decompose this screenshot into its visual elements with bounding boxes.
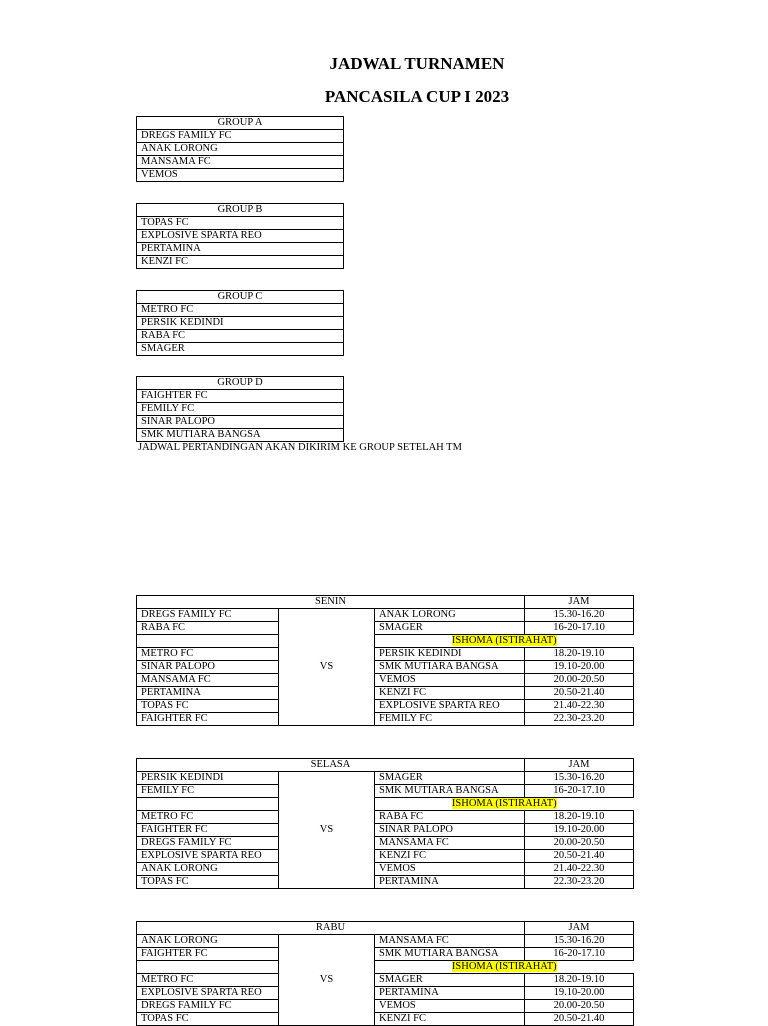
group-team: FEMILY FC <box>137 403 343 416</box>
match-row <box>137 674 634 687</box>
group-team: DREGS FAMILY FC <box>137 130 343 143</box>
group-team: SINAR PALOPO <box>137 416 343 429</box>
match-time: 16-20-17.10 <box>525 948 634 961</box>
match-time: 16-20-17.10 <box>525 785 634 798</box>
group-team: TOPAS FC <box>137 217 343 230</box>
match-row <box>137 987 634 1000</box>
match-row <box>137 876 634 889</box>
match-row <box>137 837 634 850</box>
away-team: SMK MUTIARA BANGSA <box>375 661 525 674</box>
match-time: 20.00-20.50 <box>525 1000 634 1013</box>
vs-label: VS <box>279 772 375 889</box>
match-time: 16-20-17.10 <box>525 622 634 635</box>
match-row <box>137 609 634 622</box>
away-team: ANAK LORONG <box>375 609 525 622</box>
home-team: FAIGHTER FC <box>137 824 279 837</box>
match-row <box>137 811 634 824</box>
match-row <box>137 661 634 674</box>
day-schedule-table <box>136 758 634 889</box>
match-time: 18.20-19.10 <box>525 974 634 987</box>
home-team: MANSAMA FC <box>137 674 279 687</box>
away-team: SMK MUTIARA BANGSA <box>375 948 525 961</box>
match-row <box>137 713 634 726</box>
home-team: DREGS FAMILY FC <box>137 609 279 622</box>
empty-cell <box>137 798 279 811</box>
group-name: GROUP B <box>137 204 343 217</box>
match-row <box>137 648 634 661</box>
break-cell <box>375 635 634 648</box>
match-time: 21.40-22.30 <box>525 700 634 713</box>
match-row <box>137 700 634 713</box>
match-time: 20.00-20.50 <box>525 674 634 687</box>
away-team: FEMILY FC <box>375 713 525 726</box>
page-title: JADWAL TURNAMEN <box>329 54 505 73</box>
match-row <box>137 824 634 837</box>
match-time: 20.00-20.50 <box>525 837 634 850</box>
away-team: VEMOS <box>375 674 525 687</box>
break-label: ISHOMA (ISTIRAHAT) <box>451 961 557 972</box>
home-team: SINAR PALOPO <box>137 661 279 674</box>
away-team: PERTAMINA <box>375 876 525 889</box>
home-team: METRO FC <box>137 974 279 987</box>
group-name: GROUP D <box>137 377 343 390</box>
match-time: 19.10-20.00 <box>525 661 634 674</box>
away-team: MANSAMA FC <box>375 837 525 850</box>
match-row <box>137 687 634 700</box>
home-team: TOPAS FC <box>137 700 279 713</box>
match-row <box>137 772 634 785</box>
group-team: MANSAMA FC <box>137 156 343 169</box>
match-time: 20.50-21.40 <box>525 850 634 863</box>
away-team: SMAGER <box>375 974 525 987</box>
group-table <box>136 376 344 442</box>
day-schedule-table <box>136 921 634 1026</box>
match-row <box>137 622 634 635</box>
away-team: SINAR PALOPO <box>375 824 525 837</box>
away-team: EXPLOSIVE SPARTA REO <box>375 700 525 713</box>
group-team: RABA FC <box>137 330 343 343</box>
match-time: 20.50-21.40 <box>525 1013 634 1026</box>
match-row <box>137 863 634 876</box>
break-label: ISHOMA (ISTIRAHAT) <box>451 798 557 809</box>
match-time: 22.30-23.20 <box>525 876 634 889</box>
match-time: 15.30-16.20 <box>525 935 634 948</box>
match-row <box>137 850 634 863</box>
away-team: SMAGER <box>375 772 525 785</box>
home-team: ANAK LORONG <box>137 863 279 876</box>
break-cell <box>375 798 634 811</box>
match-time: 18.20-19.10 <box>525 811 634 824</box>
day-header: SENIN <box>137 596 525 609</box>
match-time: 21.40-22.30 <box>525 863 634 876</box>
match-row <box>137 974 634 987</box>
away-team: SMAGER <box>375 622 525 635</box>
home-team: DREGS FAMILY FC <box>137 1000 279 1013</box>
break-row <box>137 798 634 811</box>
match-row <box>137 935 634 948</box>
group-name: GROUP A <box>137 117 343 130</box>
group-team: VEMOS <box>141 169 178 180</box>
group-table <box>136 116 344 182</box>
home-team: PERSIK KEDINDI <box>137 772 279 785</box>
group-table <box>136 290 344 356</box>
home-team: METRO FC <box>137 648 279 661</box>
home-team: FEMILY FC <box>137 785 279 798</box>
day-schedule-table <box>136 595 634 726</box>
away-team: VEMOS <box>375 1000 525 1013</box>
away-team: RABA FC <box>375 811 525 824</box>
away-team: KENZI FC <box>375 850 525 863</box>
group-table <box>136 203 344 269</box>
match-time: 20.50-21.40 <box>525 687 634 700</box>
schedule-note: JADWAL PERTANDINGAN AKAN DIKIRIM KE GROUP SETELAH TM <box>138 442 462 453</box>
group-team: PERTAMINA <box>137 243 343 256</box>
group-team: SMAGER <box>141 343 185 354</box>
group-name: GROUP C <box>137 291 343 304</box>
empty-cell <box>137 961 279 974</box>
vs-label: VS <box>279 935 375 1026</box>
break-row <box>137 635 634 648</box>
home-team: DREGS FAMILY FC <box>137 837 279 850</box>
break-row <box>137 961 634 974</box>
group-team: METRO FC <box>137 304 343 317</box>
day-header: SELASA <box>137 759 525 772</box>
time-header: JAM <box>525 759 634 772</box>
match-time: 22.30-23.20 <box>525 713 634 726</box>
home-team: METRO FC <box>137 811 279 824</box>
match-time: 15.30-16.20 <box>525 609 634 622</box>
empty-cell <box>137 635 279 648</box>
match-time: 15.30-16.20 <box>525 772 634 785</box>
page-subtitle: PANCASILA CUP I 2023 <box>324 87 510 106</box>
away-team: PERTAMINA <box>375 987 525 1000</box>
group-team: FAIGHTER FC <box>137 390 343 403</box>
home-team: PERTAMINA <box>137 687 279 700</box>
home-team: EXPLOSIVE SPARTA REO <box>137 850 279 863</box>
match-row <box>137 948 634 961</box>
home-team: ANAK LORONG <box>137 935 279 948</box>
home-team: FAIGHTER FC <box>137 948 279 961</box>
match-time: 19.10-20.00 <box>525 824 634 837</box>
vs-label: VS <box>279 609 375 726</box>
away-team: KENZI FC <box>375 687 525 700</box>
group-team: PERSIK KEDINDI <box>137 317 343 330</box>
group-team: SMK MUTIARA BANGSA <box>141 429 261 440</box>
break-label: ISHOMA (ISTIRAHAT) <box>451 635 557 646</box>
away-team: PERSIK KEDINDI <box>375 648 525 661</box>
away-team: VEMOS <box>375 863 525 876</box>
group-team: KENZI FC <box>141 256 188 267</box>
day-header: RABU <box>137 922 525 935</box>
home-team: RABA FC <box>137 622 279 635</box>
home-team: TOPAS FC <box>137 876 279 889</box>
match-time: 18.20-19.10 <box>525 648 634 661</box>
home-team: FAIGHTER FC <box>137 713 279 726</box>
time-header: JAM <box>525 596 634 609</box>
time-header: JAM <box>525 922 634 935</box>
group-team: ANAK LORONG <box>137 143 343 156</box>
match-row <box>137 1000 634 1013</box>
home-team: TOPAS FC <box>137 1013 279 1026</box>
away-team: KENZI FC <box>375 1013 525 1026</box>
group-team: EXPLOSIVE SPARTA REO <box>137 230 343 243</box>
away-team: SMK MUTIARA BANGSA <box>375 785 525 798</box>
home-team: EXPLOSIVE SPARTA REO <box>137 987 279 1000</box>
away-team: MANSAMA FC <box>375 935 525 948</box>
match-time: 19.10-20.00 <box>525 987 634 1000</box>
match-row <box>137 785 634 798</box>
break-cell <box>375 961 634 974</box>
